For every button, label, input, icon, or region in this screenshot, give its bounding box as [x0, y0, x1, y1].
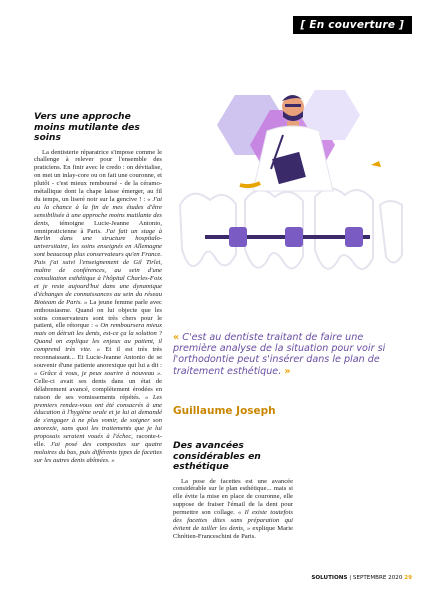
- left-column: [34, 112, 162, 465]
- quote-author: Guillaume Joseph: [173, 405, 276, 417]
- left-text-4: Celle-ci avait ses dents dans un état de délabrement avancé, complètement érodées en raison de ses vomissements répétés.: [34, 377, 162, 401]
- footer-brand: SOLUTIONS: [311, 575, 348, 581]
- right-text-1: explique Marie Chrétien-Franceschini de Paris.: [173, 524, 293, 540]
- left-quote-4: « Grâce à vous, je peux sourire à nouveau ».: [34, 369, 162, 377]
- right-paragraph: [173, 478, 293, 541]
- left-quote-6: J'ai posé des composites sur quatre molaires du bas, puis différents types de facettes sur les autres dents abîmées. »: [34, 441, 162, 464]
- footer-separator: |: [349, 575, 352, 581]
- right-heading: Des avancées considérables en esthétique: [173, 440, 261, 472]
- pull-quote: [173, 332, 401, 377]
- footer-date: SEPTEMBRE 2020: [352, 575, 403, 581]
- quote-close-mark: »: [284, 365, 291, 377]
- left-quote-1: « J'ai eu la chance à la fin de mes études d'être sensibilisée à une approche moins mutilante des dents,: [34, 195, 163, 227]
- left-p1: La dentisterie réparatrice s'impose comme le challenge à relever pour l'ensemble des praticiens. En finir avec le credo : on dévitalise, on met un inlay-core ou on fait une couronne, et plutôt - c'est mieux remboursé - de la céramo-métallique dont la chape laisse émerger, au fil du temps, un liseré noir sur la gencive ! :: [34, 148, 162, 203]
- right-p1: La pose de facettes est une avancée considérable sur le plan esthétique... mais si elle évite la mise en place de couronne, elle suppose de fraiser l'émail de la dent pour permettre son collage.: [173, 477, 293, 517]
- quote-open-mark: «: [173, 332, 180, 343]
- right-column: [173, 441, 293, 541]
- left-paragraph: [34, 149, 162, 465]
- left-quote-2: J'ai fait un stage à Berlin dans une structure hospitalo-universitaire, les soins enseignés en Allemagne sont beaucoup plus conservateurs qu'en France. Puis j'ai suivi l'enseignement de Gil Tirlet, maître de conférences, au sein d'une consultation esthétique à l'hôpital Charles-Foix et je reste aujourd'hui dans une dynamique d'échanges de connaissances au sein du réseau Bioteam de Paris.: [34, 227, 162, 306]
- left-text-1: témoigne Lucie-Jeanne Antonio, omnipraticienne à Paris.: [34, 219, 162, 235]
- left-text-3: » Et il est très très reconnaissant... Et Lucie-Jeanne Antonio de se souvenir d'une patiente anorexique qui lui a dit :: [34, 346, 162, 369]
- left-quote-3: « On remboursera mieux mais on détruit les dents, est-ce ça la solution ? Quand on explique les enjeux au patient, il comprend très vite.: [34, 322, 163, 354]
- quote-text: C'est au dentiste traitant de faire une première analyse de la situation pour voir si l'orthodontie peut s'insérer dans le plan de traitement esthétique.: [173, 332, 386, 377]
- left-quote-5: « Les premiers rendez-vous ont été consacrés à une éducation à l'hygiène orale et je lui ai demandé de s'engager à ne plus vomir, de soigner son anorexie, sans quoi les traitements que je lui proposais seraient voués à l'échec,: [34, 393, 162, 441]
- page-number: 29: [404, 575, 412, 581]
- left-heading: Vers une approche moins mutilante des soins: [34, 111, 140, 143]
- left-text-2: » La jeune femme parle avec enthousiasme. Quand on lui objecte que les soins conservateurs sont très chers pour le patient, elle rétorque :: [34, 298, 162, 330]
- left-text-5: raconte-t-elle.: [34, 433, 162, 449]
- dentist-illustration: [175, 85, 405, 290]
- right-quote-1: « Il existe toutefois des facettes dites sans préparation qui évitent de tailler les dents, »: [173, 509, 293, 532]
- section-tag: [ En couverture ]: [293, 16, 412, 34]
- right-body: [173, 478, 293, 541]
- page-footer: [311, 575, 412, 581]
- left-body: [34, 149, 162, 465]
- braces-icon: [205, 227, 370, 247]
